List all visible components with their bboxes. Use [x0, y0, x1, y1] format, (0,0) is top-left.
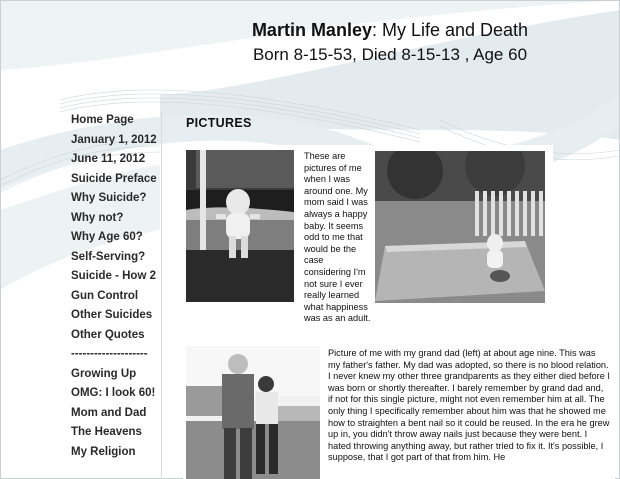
nav-mom-and-dad[interactable]: Mom and Dad — [71, 406, 147, 419]
nav-why-not[interactable]: Why not? — [71, 211, 124, 224]
photo-grand-dad — [186, 346, 320, 479]
site-subtitle: : My Life and Death — [371, 20, 529, 40]
nav-home-page[interactable]: Home Page — [71, 114, 134, 126]
author-name: Martin Manley — [251, 20, 372, 40]
nav-omg-i-look-60[interactable]: OMG: I look 60! — [71, 387, 156, 399]
nav-growing-up[interactable]: Growing Up — [71, 367, 137, 380]
nav-my-religion[interactable]: My Religion — [71, 445, 136, 458]
nav-self-serving[interactable]: Self-Serving? — [71, 250, 146, 263]
photo-baby-sandbox — [375, 151, 545, 303]
nav-january-1-2012[interactable]: January 1, 2012 — [71, 133, 157, 146]
nav-why-age-60[interactable]: Why Age 60? — [71, 231, 143, 243]
sidebar-divider — [161, 110, 162, 479]
nav-suicide-preface[interactable]: Suicide Preface — [71, 172, 157, 185]
nav-suicide-how-2[interactable]: Suicide - How 2 — [71, 270, 156, 282]
nav-the-heavens[interactable]: The Heavens — [71, 426, 142, 438]
nav-gun-control[interactable]: Gun Control — [71, 289, 139, 302]
nav-other-suicides[interactable]: Other Suicides — [71, 309, 153, 321]
photo-caption-grand-dad: Picture of me with my grand dad (left) at about age nine. This was my father's father. My dad was adopted, so there is no blood relation. I never knew my other three grandparents as they either died before I was born or shortly thereafter. I barely remember by grand dad and, if not for this single picture, might not even remember him at all. The only thing I specifically remember about him was that he showed me how to straighten a bent nail so it could be reused. In the era he grew up in, you didn't throw away nails just because they were bent. I hated throwing anything away, but rather tried to fix it. It's possible, I suppose, that I got part of that from him. He — [328, 348, 610, 463]
nav-separator: -------------------- — [71, 348, 148, 360]
nav-june-11-2012[interactable]: June 11, 2012 — [71, 153, 146, 165]
life-dates: Born 8-15-53, Died 8-15-13 , Age 60 — [252, 45, 528, 64]
site-title — [160, 20, 620, 41]
photo-baby-standing — [186, 150, 294, 302]
nav-why-suicide[interactable]: Why Suicide? — [71, 192, 147, 204]
sidebar-nav — [71, 111, 157, 462]
section-title: PICTURES — [186, 116, 252, 130]
nav-other-quotes[interactable]: Other Quotes — [71, 328, 145, 341]
photo-caption-baby: These are pictures of me when I was around one. My mom said I was always a happy baby. It seems odd to me that would be the case considering I'm not sure I ever really learned what happiness was as an adult. — [304, 151, 371, 324]
